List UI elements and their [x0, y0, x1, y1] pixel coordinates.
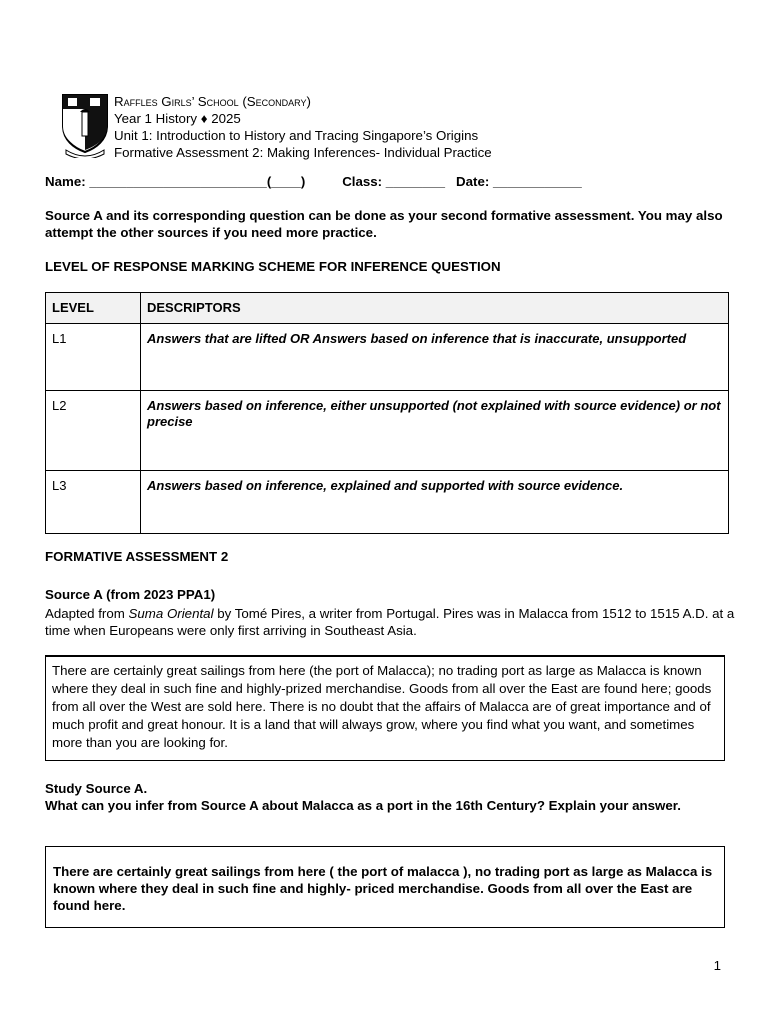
school-name: Raffles Girls’ School (Secondary) [114, 94, 311, 109]
level-column-header: LEVEL [46, 293, 141, 324]
student-details-line[interactable]: Name: ________________________(____) Class: ________ Date: ____________ [45, 174, 582, 189]
document-header [114, 93, 492, 161]
marking-scheme-title: LEVEL OF RESPONSE MARKING SCHEME FOR INFERENCE QUESTION [45, 259, 501, 274]
level-cell: L2 [46, 391, 141, 471]
descriptors-column-header: DESCRIPTORS [141, 293, 729, 324]
page-number: 1 [713, 958, 721, 973]
descriptor-cell: Answers that are lifted OR Answers based on inference that is inaccurate, unsupported [141, 324, 729, 391]
source-a-title: Source A (from 2023 PPA1) [45, 587, 216, 602]
source-book-title: Suma Oriental [128, 606, 214, 621]
intro-instructions: Source A and its corresponding question can be done as your second formative assessment. You may also attempt the other sources if you need more practice. [45, 208, 723, 240]
assessment-line: Formative Assessment 2: Making Inferences- Individual Practice [114, 145, 492, 160]
source-desc-prefix: Adapted from [45, 606, 129, 621]
marking-scheme-table [45, 292, 729, 534]
question-block [45, 780, 735, 814]
question-text: What can you infer from Source A about Malacca as a port in the 16th Century? Explain your answer. [45, 798, 681, 813]
year-line: Year 1 History ♦ 2025 [114, 111, 241, 126]
descriptor-cell: Answers based on inference, either unsupported (not explained with source evidence) or not precise [141, 391, 729, 471]
level-cell: L3 [46, 471, 141, 534]
source-desc-rest: by Tomé Pires, a writer from Portugal. Pires was in Malacca from 1512 to 1515 A.D. at a time when Europeans were only first arriving in Southeast Asia. [45, 606, 735, 638]
table-row [46, 391, 729, 471]
table-header-row [46, 293, 729, 324]
source-a-description [45, 605, 735, 639]
source-a-text-box: There are certainly great sailings from here (the port of Malacca); no trading port as large as Malacca is known where they deal in such fine and highly-prized merchandise. Goods from all over the East are found here; goods from all over the West are sold here. There is no doubt that the affairs of Malacca are of great importance and of much profit and great honour. It is a land that will always grow, where you find what you want, and sometimes more than you are looking for. [45, 655, 725, 761]
formative-assessment-title: FORMATIVE ASSESSMENT 2 [45, 549, 229, 564]
unit-line: Unit 1: Introduction to History and Tracing Singapore’s Origins [114, 128, 479, 143]
descriptor-cell: Answers based on inference, explained and supported with source evidence. [141, 471, 729, 534]
school-crest-logo [60, 92, 110, 158]
level-cell: L1 [46, 324, 141, 391]
table-row [46, 324, 729, 391]
table-row [46, 471, 729, 534]
study-instruction: Study Source A. [45, 781, 148, 796]
answer-box[interactable]: There are certainly great sailings from here ( the port of malacca ), no trading port as large as Malacca is known where they deal in such fine and highly- priced merchandise. Goods from all over the East are found here. [45, 846, 725, 928]
